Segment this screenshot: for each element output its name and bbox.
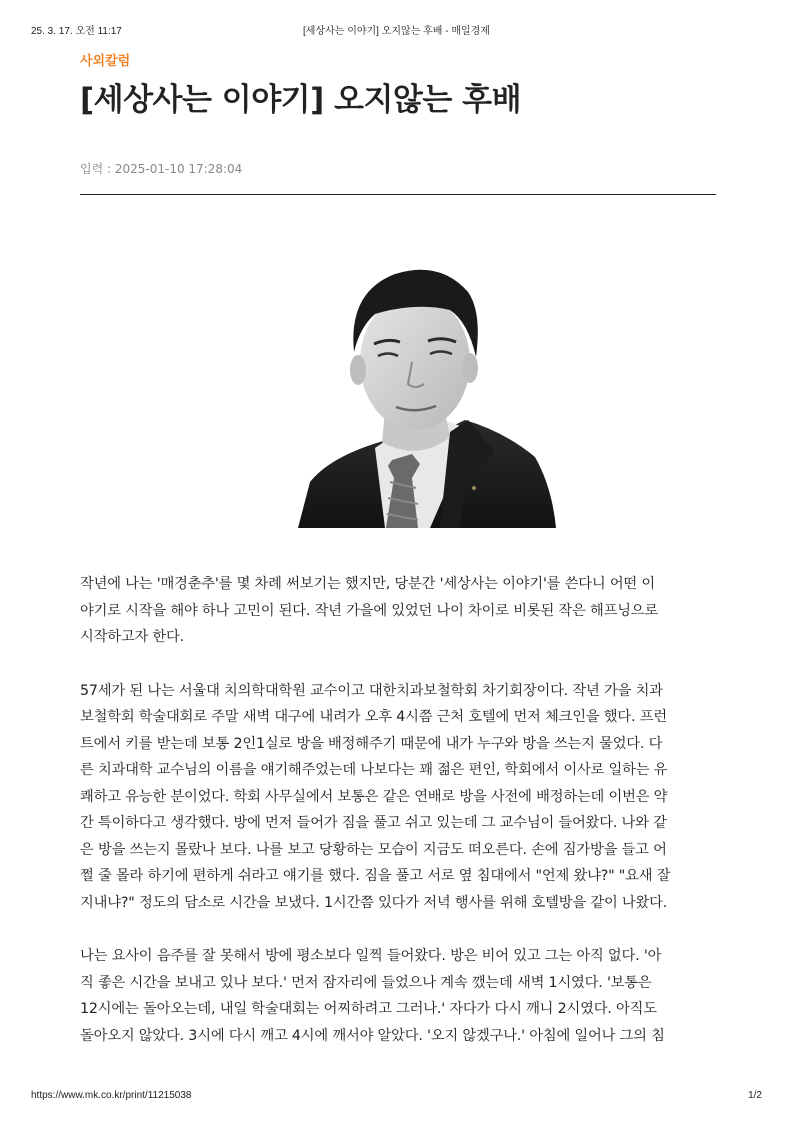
publish-timestamp: 입력 : 2025-01-10 17:28:04: [80, 162, 243, 176]
header-divider: [80, 194, 716, 195]
text-line: 57세가 된 나는 서울대 치의학대학원 교수이고 대한치과보철학회 차기회장이다. 작년 가을 치과: [80, 682, 663, 699]
text-line: 쾌하고 유능한 분이었다. 학회 사무실에서 보통은 같은 연배로 방을 사전에 배정하는데 이번은 약: [80, 788, 668, 805]
portrait-image: [290, 252, 558, 528]
article-body: [80, 571, 720, 1076]
text-line: 트에서 키를 받는데 보통 2인1실로 방을 배정해주기 때문에 내가 누구와 방을 쓰는지 물었다. 다: [80, 735, 663, 752]
paragraph: [80, 678, 720, 917]
text-line: 쩔 줄 몰라 하기에 편하게 쉬라고 얘기를 했다. 짐을 풀고 서로 옆 침대에서 "언제 왔냐?" "요새 잘: [80, 868, 671, 884]
text-line: 른 치과대학 교수님의 이름을 얘기해주었는데 나보다는 꽤 젊은 편인, 학회에서 이사로 일하는 유: [80, 762, 668, 778]
text-line: 직 좋은 시간을 보내고 있나 보다.' 먼저 잠자리에 들었으나 계속 깼는데 새벽 1시였다. '보통은: [80, 974, 652, 991]
text-line: 지내냐?" 정도의 담소로 시간을 보냈다. 1시간쯤 있다가 저녁 행사를 위해 호텔방을 같이 나왔다.: [80, 894, 668, 911]
print-document-title: [세상사는 이야기] 오지않는 후배 - 매일경제: [303, 26, 490, 37]
article-header: [80, 52, 716, 195]
print-footer: [0, 1090, 793, 1106]
text-line: 돌아오지 않았다. 3시에 다시 깨고 4시에 깨서야 알았다. '오지 않겠구나.' 아침에 일어나 그의 침: [80, 1027, 665, 1044]
paragraph: [80, 571, 720, 651]
print-header: [0, 20, 793, 36]
page-url[interactable]: https://www.mk.co.kr/print/11215038: [31, 1090, 192, 1101]
text-line: 시작하고자 한다.: [80, 629, 184, 645]
columnist-photo: [290, 252, 558, 528]
print-date: 25. 3. 17. 오전 11:17: [31, 26, 122, 37]
text-line: 나는 요사이 음주를 잘 못해서 방에 평소보다 일찍 들어왔다. 방은 비어 있고 그는 아직 없다. '아: [80, 948, 662, 964]
text-line: 간 특이하다고 생각했다. 방에 먼저 들어가 짐을 풀고 쉬고 있는데 그 교수님이 들어왔다. 나와 같: [80, 815, 667, 831]
page-number: 1/2: [748, 1090, 762, 1101]
text-line: 보철학회 학술대회로 주말 새벽 대구에 내려가 오후 4시쯤 근처 호텔에 먼저 체크인을 했다. 프런: [80, 709, 667, 725]
text-line: 작년에 나는 '매경춘추'를 몇 차례 써보기는 했지만, 당분간 '세상사는 이야기'를 쓴다니 어떤 이: [80, 576, 655, 592]
text-line: 12시에는 돌아오는데, 내일 학술대회는 어찌하려고 그러나.' 자다가 다시 깨니 2시였다. 아직도: [80, 1001, 657, 1017]
text-line: 은 방을 쓰는지 몰랐나 보다. 나를 보고 당황하는 모습이 지금도 떠오른다. 손에 짐가방을 들고 어: [80, 841, 667, 858]
category-label[interactable]: 사외칼럼: [80, 54, 131, 69]
text-line: 야기로 시작을 해야 하나 고민이 된다. 작년 가을에 있었던 나이 차이로 비롯된 작은 해프닝으로: [80, 602, 659, 619]
article-headline: [세상사는 이야기] 오지않는 후배: [80, 82, 522, 118]
paragraph: [80, 943, 720, 1049]
